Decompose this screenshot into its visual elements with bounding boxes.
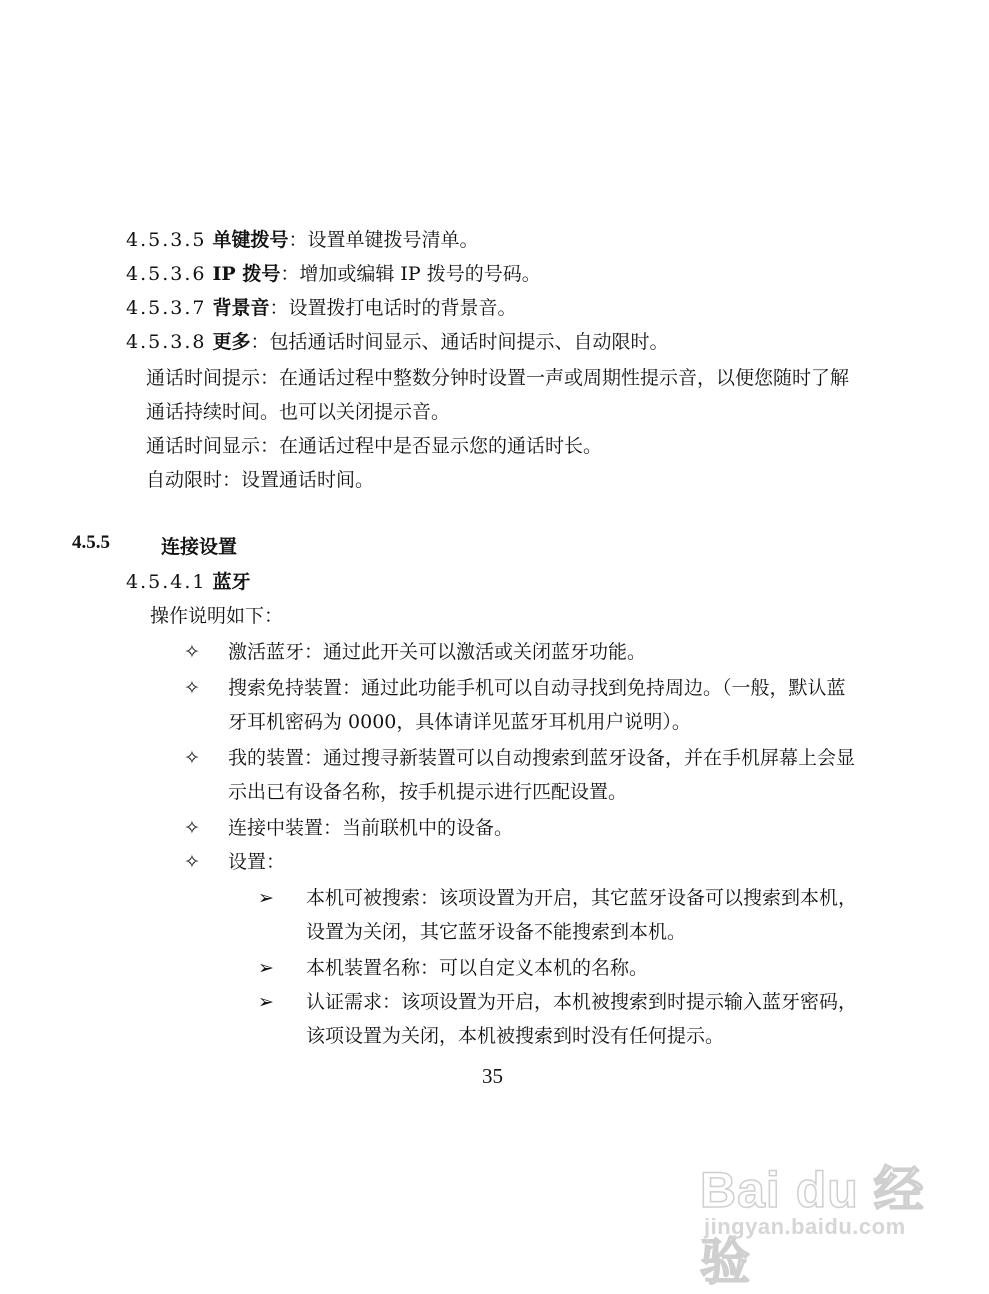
item-4538 xyxy=(126,330,669,354)
sub-bullet-text: 认证需求：该项设置为开启，本机被搜索到时提示输入蓝牙密码， xyxy=(306,991,858,1013)
item-number: 4.5.3.6 xyxy=(126,263,207,285)
bullet-text: 示出已有设备名称，按手机提示进行匹配设置。 xyxy=(228,781,628,803)
section-title: 连接设置 xyxy=(161,536,238,558)
item-text: ：增加或编辑 IP 拨号的号码。 xyxy=(280,263,541,285)
bullet-text: 搜索免持装置：通过此功能手机可以自动寻找到免持周边。（一般，默认蓝 xyxy=(228,677,846,699)
bullet-text: 我的装置：通过搜寻新装置可以自动搜索到蓝牙设备，并在手机屏幕上会显 xyxy=(228,747,856,769)
section-number: 4.5.5 xyxy=(72,532,110,553)
paragraph-line: 通话时间提示：在通话过程中整数分钟时设置一声或周期性提示音，以便您随时了解 xyxy=(146,367,850,389)
sub-bullet-text: 本机可被搜索：该项设置为开启，其它蓝牙设备可以搜索到本机， xyxy=(306,887,858,909)
sub-bullet-text: 本机装置名称：可以自定义本机的名称。 xyxy=(306,957,649,979)
item-text: ：设置拨打电话时的背景音。 xyxy=(269,297,517,319)
sub-bullet-text: 设置为关闭，其它蓝牙设备不能搜索到本机。 xyxy=(306,921,687,943)
item-4541 xyxy=(126,570,251,594)
item-heading: 更多 xyxy=(212,331,251,353)
item-heading: 单键拨号 xyxy=(212,229,289,251)
diamond-bullet-icon: ✧ xyxy=(184,851,200,873)
item-heading: 背景音 xyxy=(212,297,270,319)
diamond-bullet-icon: ✧ xyxy=(184,747,200,769)
item-heading: 蓝牙 xyxy=(212,571,251,593)
item-text: ：包括通话时间显示、通话时间提示、自动限时。 xyxy=(250,331,669,353)
item-4536 xyxy=(126,262,541,286)
paragraph-line: 通话持续时间。也可以关闭提示音。 xyxy=(146,401,451,423)
sub-bullet-text: 该项设置为关闭，本机被搜索到时没有任何提示。 xyxy=(306,1025,725,1047)
watermark-brand: Bai du 经验 xyxy=(700,1162,925,1290)
item-4535 xyxy=(126,228,479,252)
bullet-text: 牙耳机密码为 0000，具体请详见蓝牙耳机用户说明）。 xyxy=(228,711,691,733)
item-4537 xyxy=(126,296,517,320)
paragraph-line: 自动限时：设置通话时间。 xyxy=(146,469,375,491)
item-number: 4.5.3.5 xyxy=(126,229,207,251)
diamond-bullet-icon: ✧ xyxy=(184,817,200,839)
intro-text: 操作说明如下： xyxy=(150,605,284,627)
watermark-url: jingyan.baidu.com xyxy=(704,1214,906,1239)
bullet-text: 连接中装置：当前联机中的设备。 xyxy=(228,817,514,839)
item-heading: IP 拨号 xyxy=(212,263,281,285)
bullet-text: 设置： xyxy=(228,851,286,873)
item-number: 4.5.3.7 xyxy=(126,297,207,319)
item-number: 4.5.4.1 xyxy=(126,571,207,593)
arrow-bullet-icon: ➢ xyxy=(258,991,274,1013)
item-text: ：设置单键拨号清单。 xyxy=(288,229,479,251)
item-number: 4.5.3.8 xyxy=(126,331,207,353)
diamond-bullet-icon: ✧ xyxy=(184,677,200,699)
arrow-bullet-icon: ➢ xyxy=(258,887,274,909)
diamond-bullet-icon: ✧ xyxy=(184,641,200,663)
baidu-jingyan-watermark xyxy=(700,1150,940,1290)
bullet-text: 激活蓝牙：通过此开关可以激活或关闭蓝牙功能。 xyxy=(228,641,647,663)
paragraph-line: 通话时间显示：在通话过程中是否显示您的通话时长。 xyxy=(146,435,603,457)
arrow-bullet-icon: ➢ xyxy=(258,957,274,979)
page-number: 35 xyxy=(482,1064,503,1088)
